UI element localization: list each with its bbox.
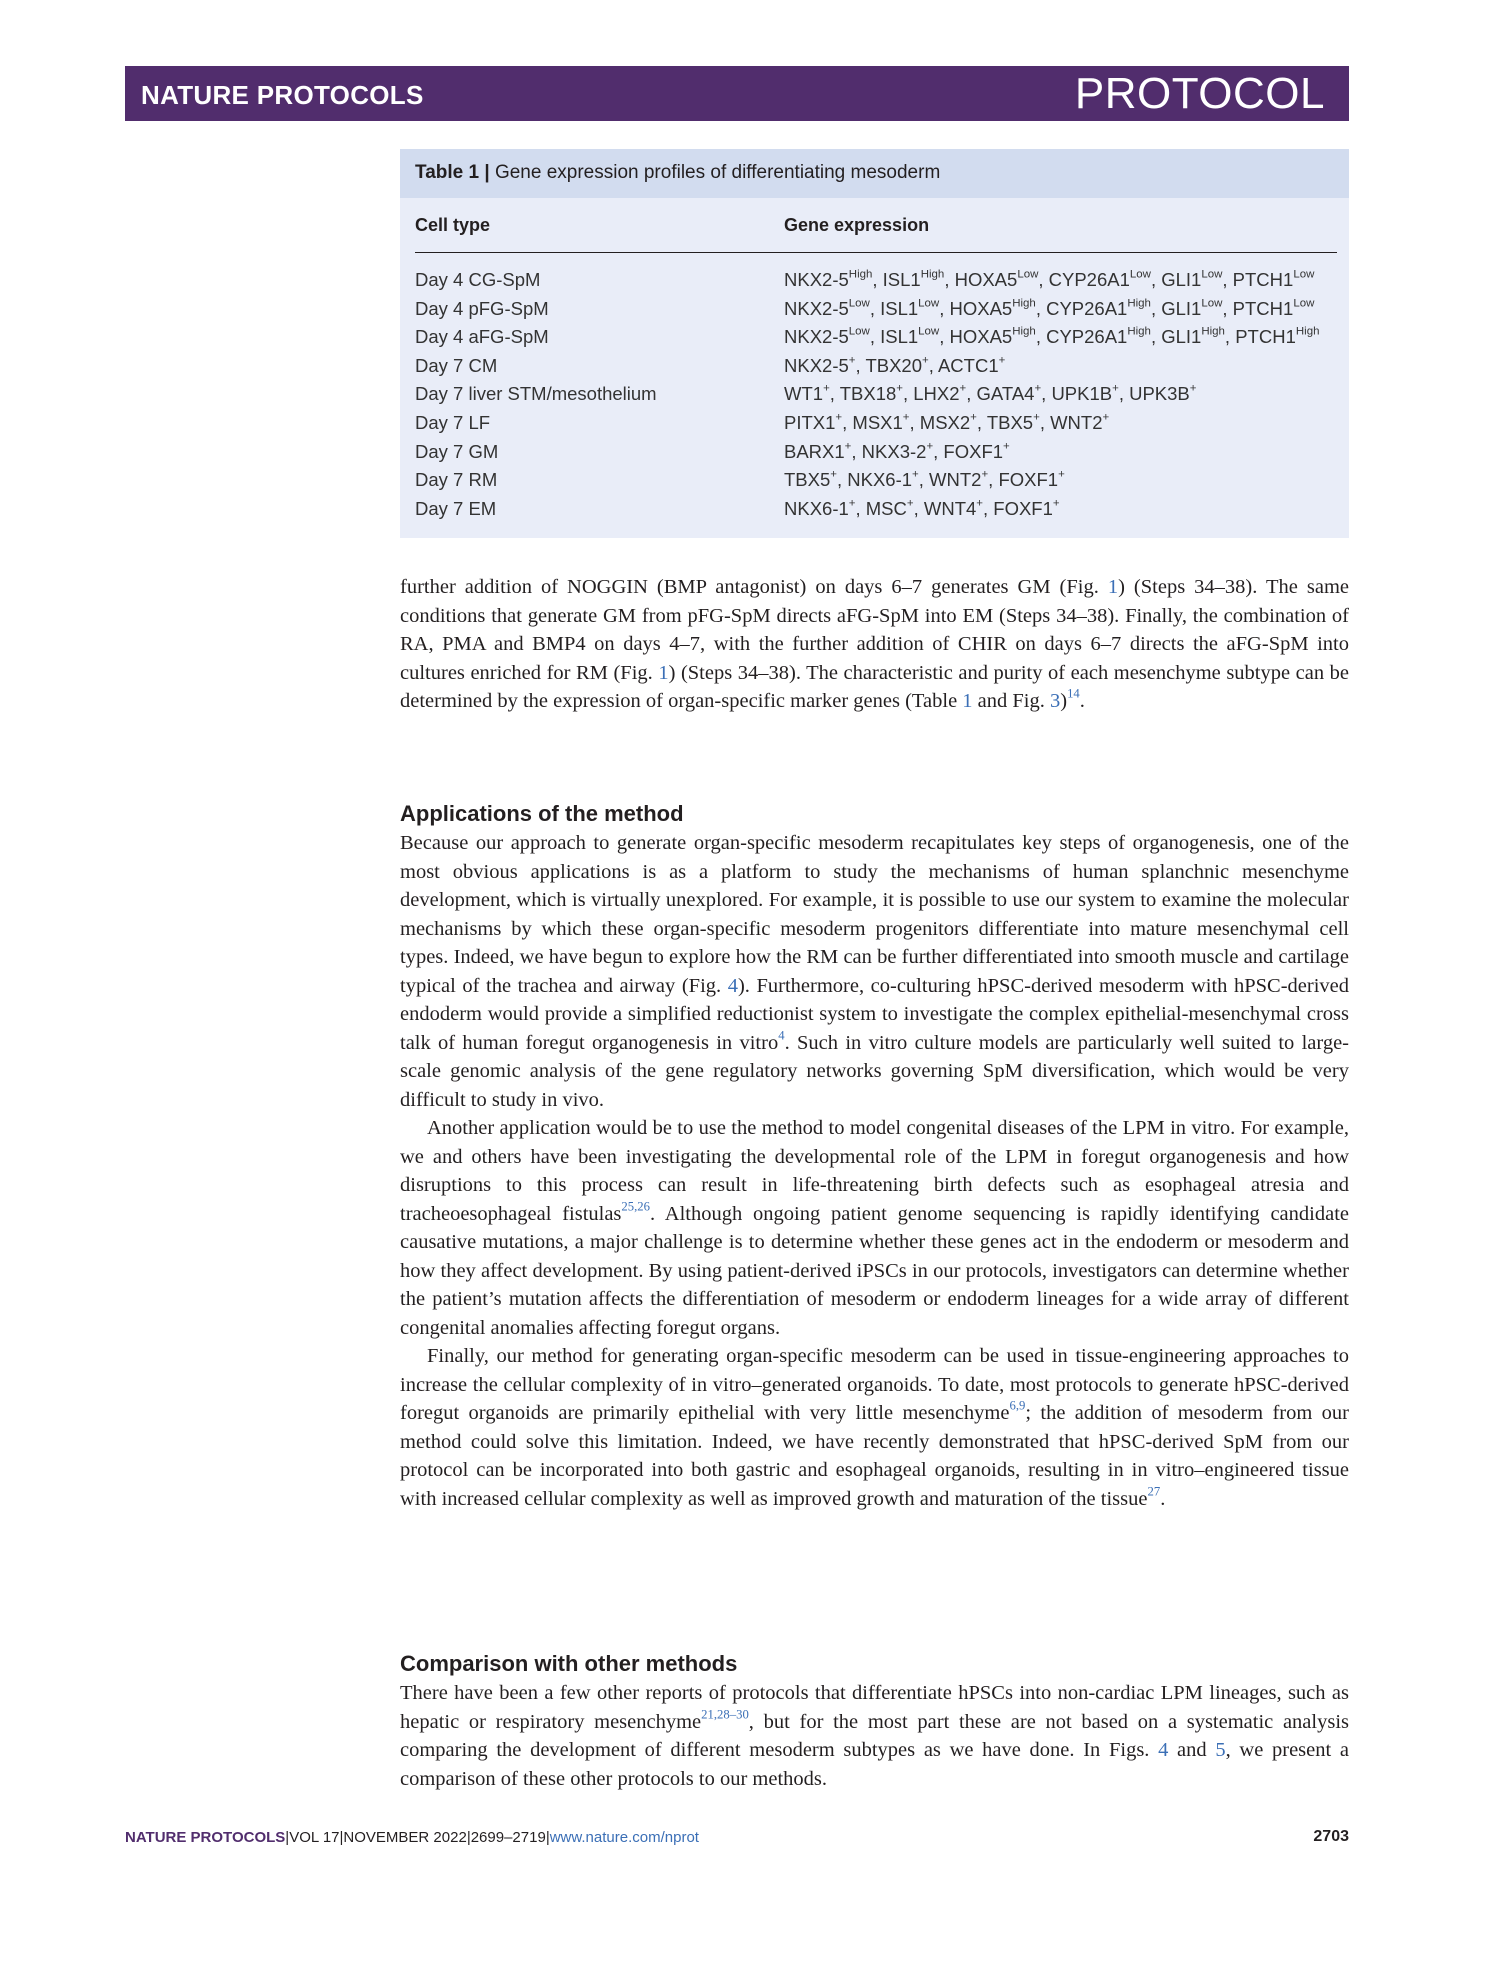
paragraph-intro-continued (400, 573, 1349, 716)
text: ) (1060, 690, 1068, 712)
expression-level: + (959, 382, 967, 395)
expression-level: + (912, 468, 919, 481)
citation[interactable]: 6,9 (1009, 1398, 1026, 1413)
table-caption (400, 149, 1349, 198)
expression-level: + (1102, 411, 1110, 424)
cell-type: Day 7 RM (415, 469, 498, 491)
footer-url-link[interactable]: www.nature.com/nprot (549, 1829, 699, 1846)
text: ) (Steps 34–38). The same conditions that generate GM from pFG-SpM directs aFG-SpM into EM (Steps 34–38). Finally, the combination of RA, PMA and BMP4 on days 4–7, with the further addition of CHIR on days 6–7 directs the aFG-SpM into cultures enriched for RM (Fig. (400, 576, 1349, 684)
gene-name: TBX20 (865, 354, 922, 376)
citation[interactable]: 21,28–30 (701, 1706, 749, 1721)
table-row (415, 383, 1337, 412)
section-heading-comparison: Comparison with other methods (400, 1651, 738, 1676)
text: There have been a few other reports of protocols that differentiate hPSCs into non-cardiac LPM lineages, such as hepatic or respiratory mesenchyme (400, 1682, 1349, 1733)
text: . Although ongoing patient genome sequencing is rapidly identifying candidate causative mutations, a major challenge is to determine whether these genes act in the endoderm or mesoderm and how they affect development. By using patient-derived iPSCs in our protocols, investigators can determine whether the patient’s mutation affects the differentiation of mesoderm or endoderm lineages for a wide array of different congenital anomalies affecting foregut organs. (400, 1202, 1349, 1339)
expression-level: High (1012, 297, 1036, 309)
gene-name: ISL1 (880, 326, 919, 348)
footer-pages: 2699–2719 (470, 1829, 546, 1846)
footer-volume: VOL 17 (289, 1829, 340, 1846)
text: , but for the most part these are not based on a systematic analysis comparing the development of different mesoderm subtypes as we have done. In Figs. (400, 1710, 1350, 1761)
expression-level: High (848, 268, 873, 281)
gene-name: NKX6-1 (847, 469, 913, 491)
gene-name: HOXA5 (949, 326, 1013, 348)
gene-name: CYP26A1 (1046, 297, 1128, 319)
expression-level: + (844, 439, 852, 452)
figure-link[interactable]: 4 (1158, 1739, 1169, 1761)
expression-level: Low (1201, 268, 1223, 281)
figure-link[interactable]: 3 (1050, 690, 1061, 712)
gene-name: NKX3-2 (861, 440, 927, 462)
cell-type: Day 7 CM (415, 354, 498, 376)
expression-level: + (981, 468, 989, 481)
expression-level: + (1052, 497, 1060, 510)
citation[interactable]: 14 (1067, 686, 1080, 701)
gene-name: NKX2-5 (784, 297, 849, 319)
gene-name: ISL1 (882, 269, 921, 290)
footer-citation (125, 1829, 699, 1846)
table-row (415, 355, 1337, 384)
gene-name: GLI1 (1161, 269, 1202, 290)
gene-expression: WT1+, TBX18+, LHX2+, GATA4+, UPK1B+, UPK3B+ (784, 382, 1197, 405)
footer-date: NOVEMBER 2022 (343, 1829, 467, 1846)
gene-name: WNT2 (1050, 411, 1103, 433)
text: and Fig. (972, 690, 1050, 712)
gene-name: BARX1 (784, 440, 845, 462)
gene-name: WNT2 (929, 469, 982, 491)
expression-level: + (896, 382, 903, 395)
expression-level: Low (1129, 268, 1151, 281)
expression-level: Low (918, 325, 940, 338)
cell-type: Day 4 pFG-SpM (415, 297, 549, 319)
citation[interactable]: 27 (1147, 1483, 1161, 1498)
article-type: PROTOCOL (1074, 69, 1325, 118)
expression-level: High (1127, 325, 1151, 338)
text: Finally, our method for generating organ-specific mesoderm can be used in tissue-engineering approaches to increase the cellular complexity of in vitro–generated organoids. To date, most protocols to generate hPSC-derived foregut organoids are primarily epithelial with very little mesenchyme (400, 1345, 1349, 1424)
table-row (415, 298, 1337, 327)
footer-separator: | (339, 1829, 344, 1846)
column-header-gene-expression: Gene expression (784, 215, 930, 235)
gene-expression-table (400, 149, 1349, 538)
expression-level: High (1012, 325, 1036, 338)
gene-name: MSX2 (919, 411, 971, 433)
text: and (1168, 1739, 1216, 1761)
expression-level: + (1112, 382, 1119, 395)
table-body (415, 269, 1337, 526)
gene-name: NKX2-5 (784, 354, 849, 376)
expression-level: + (976, 497, 983, 510)
citation[interactable]: 25,26 (621, 1198, 651, 1213)
gene-name: PTCH1 (1235, 326, 1296, 348)
footer-separator: | (466, 1829, 471, 1846)
paragraph-comparison-1 (400, 1679, 1349, 1793)
gene-name: CYP26A1 (1048, 269, 1130, 290)
gene-name: TBX5 (986, 411, 1034, 433)
gene-expression: BARX1+, NKX3-2+, FOXF1+ (784, 439, 1010, 462)
expression-level: Low (848, 325, 870, 338)
text: ; the addition of mesoderm from our method could solve this limitation. Indeed, we have recently demonstrated that hPSC-derived SpM from our protocol can be incorporated into both gastric and esophageal organoids, resulting in in vitro–engineered tissue with increased cellular complexity as well as improved growth and maturation of the tissue (400, 1402, 1349, 1510)
gene-name: HOXA5 (954, 269, 1018, 290)
gene-name: GLI1 (1161, 297, 1202, 319)
gene-name: WNT4 (923, 497, 977, 519)
gene-name: TBX5 (784, 469, 831, 491)
text: ) (Steps 34–38). The characteristic and purity of each mesenchyme subtype can be determined by the expression of organ-specific marker genes (Table (400, 661, 1349, 712)
figure-link[interactable]: 4 (727, 974, 738, 997)
cell-type: Day 4 aFG-SpM (415, 326, 549, 348)
table-row (415, 498, 1337, 527)
table-label: Table 1 | (415, 162, 490, 183)
gene-name: PITX1 (784, 411, 836, 433)
footer-journal: NATURE PROTOCOLS (125, 1829, 286, 1846)
gene-name: UPK3B (1129, 383, 1190, 405)
gene-expression: $NKX2-5^{Low}$, $ISL1^{Low}$, $HOXA5^{High}$, $CYP26A1^{High}$, $GLI1^{High}$, $PTCH1^{High}$ (784, 325, 1320, 348)
expression-level: + (830, 468, 837, 481)
expression-level: + (835, 411, 843, 424)
table-title: Gene expression profiles of differentiating mesoderm (494, 162, 941, 183)
section-heading-applications: Applications of the method (400, 801, 684, 826)
expression-level: + (1189, 382, 1197, 395)
table-row (415, 412, 1337, 441)
expression-level: High (1127, 297, 1151, 309)
citation[interactable]: 4 (778, 1027, 785, 1042)
gene-name: TBX18 (839, 383, 897, 405)
expression-level: + (1033, 411, 1040, 424)
gene-name: FOXF1 (993, 497, 1053, 519)
gene-name: LHX2 (913, 383, 960, 405)
gene-expression: NKX2-5+, TBX20+, ACTC1+ (784, 354, 1006, 376)
expression-level: Low (848, 297, 870, 309)
expression-level: + (906, 497, 914, 510)
gene-name: GATA4 (976, 383, 1035, 405)
text: . Such in vitro culture models are particularly well suited to large-scale genomic analysis of the gene regulatory networks governing SpM diversification, which would be very difficult to study in vivo. (400, 1031, 1349, 1111)
journal-name: NATURE PROTOCOLS (141, 80, 424, 110)
expression-level: + (922, 354, 929, 367)
expression-level: Low (1017, 268, 1039, 281)
text: . (1160, 1487, 1166, 1510)
expression-level: + (1003, 439, 1010, 452)
figure-link[interactable]: 5 (1215, 1739, 1226, 1761)
text: . (1079, 690, 1085, 712)
table-link[interactable]: 1 (962, 690, 973, 712)
gene-name: NKX2-5 (784, 269, 849, 290)
expression-level: + (970, 411, 977, 424)
gene-name: ACTC1 (937, 354, 999, 376)
page-number: 2703 (1313, 1828, 1349, 1845)
gene-expression: PITX1+, MSX1+, MSX2+, TBX5+, WNT2+ (784, 411, 1110, 433)
gene-name: NKX2-5 (784, 326, 849, 348)
gene-name: GLI1 (1161, 326, 1202, 348)
figure-link[interactable]: 1 (1107, 576, 1119, 598)
table-row (415, 469, 1337, 498)
gene-name: MSX1 (852, 411, 903, 433)
expression-level: Low (1293, 297, 1315, 309)
cell-type: Day 7 LF (415, 411, 491, 433)
gene-expression: NKX6-1+, MSC+, WNT4+, FOXF1+ (784, 497, 1060, 519)
gene-expression: TBX5+, NKX6-1+, WNT2+, FOXF1+ (784, 468, 1065, 491)
table-header-row (415, 215, 1337, 253)
gene-name: CYP26A1 (1046, 326, 1128, 348)
gene-name: WT1 (784, 383, 824, 405)
expression-level: + (1058, 468, 1065, 481)
gene-name: ISL1 (880, 297, 919, 319)
expression-level: Low (1293, 268, 1315, 281)
expression-level: + (848, 354, 856, 367)
cell-type: Day 7 GM (415, 440, 499, 462)
paragraph-applications-1 (400, 829, 1349, 1513)
expression-level: Low (918, 297, 940, 309)
gene-expression: $NKX2-5^{High}$, $ISL1^{High}$, $HOXA5^{Low}$, $CYP26A1^{Low}$, $GLI1^{Low}$, $PTCH1^{Low}$ (784, 268, 1315, 290)
expression-level: + (998, 354, 1006, 367)
gene-name: HOXA5 (949, 297, 1013, 319)
gene-name: FOXF1 (998, 469, 1059, 491)
footer-separator: | (285, 1829, 290, 1846)
cell-type: Day 7 liver STM/mesothelium (415, 383, 657, 405)
expression-level: + (848, 497, 856, 510)
table-row (415, 326, 1337, 355)
gene-name: PTCH1 (1232, 269, 1294, 290)
gene-name: MSC (865, 497, 907, 519)
expression-level: High (1295, 325, 1320, 338)
column-header-cell-type: Cell type (415, 215, 491, 235)
expression-level: + (823, 382, 830, 395)
figure-link[interactable]: 1 (658, 661, 669, 684)
text: Another application would be to use the method to model congenital diseases of the LPM in vitro. For example, we and others have been investigating the developmental role of the LPM in foregut organogenesis and how disruptions to this process can result in life-threatening birth defects such as esophageal atresia and tracheoesophageal fistulas (400, 1117, 1349, 1225)
footer-separator: | (545, 1829, 550, 1846)
gene-name: PTCH1 (1232, 297, 1294, 319)
text: Because our approach to generate organ-specific mesoderm recapitulates key steps of organogenesis, one of the most obvious applications is as a platform to study the mechanisms of human splanchnic mesenchyme development, which is virtually unexplored. For example, it is possible to use our system to examine the molecular mechanisms by which these organ-specific mesoderm progenitors differentiate into mature mesenchymal cell types. Indeed, we have begun to explore how the RM can be further differentiated into smooth muscle and cartilage typical of the trachea and airway (Fig. (400, 832, 1349, 997)
gene-name: NKX6-1 (784, 497, 849, 519)
expression-level: + (902, 411, 910, 424)
table-row (415, 441, 1337, 470)
expression-level: High (1201, 325, 1225, 338)
expression-level: High (920, 268, 945, 281)
text: ). Furthermore, co-culturing hPSC-derived mesoderm with hPSC-derived endoderm would provide a simplified reductionist system to investigate the complex epithelial-mesenchymal cross talk of human foregut organogenesis in vitro (400, 974, 1349, 1054)
table-row (415, 269, 1337, 298)
gene-expression: $NKX2-5^{Low}$, $ISL1^{Low}$, $HOXA5^{High}$, $CYP26A1^{High}$, $GLI1^{Low}$, $PTCH1^{Low}$ (784, 297, 1315, 319)
expression-level: + (926, 439, 934, 452)
text: further addition of NOGGIN (BMP antagonist) on days 6–7 generates GM (Fig. (400, 576, 1108, 598)
gene-name: UPK1B (1051, 383, 1113, 405)
header-bar (125, 66, 1349, 121)
expression-level: + (1034, 382, 1042, 395)
cell-type: Day 7 EM (415, 497, 497, 519)
expression-level: Low (1201, 297, 1223, 309)
text: , we present a comparison of these other protocols to our methods. (400, 1739, 1349, 1790)
gene-name: FOXF1 (943, 440, 1004, 462)
cell-type: Day 4 CG-SpM (415, 269, 541, 290)
